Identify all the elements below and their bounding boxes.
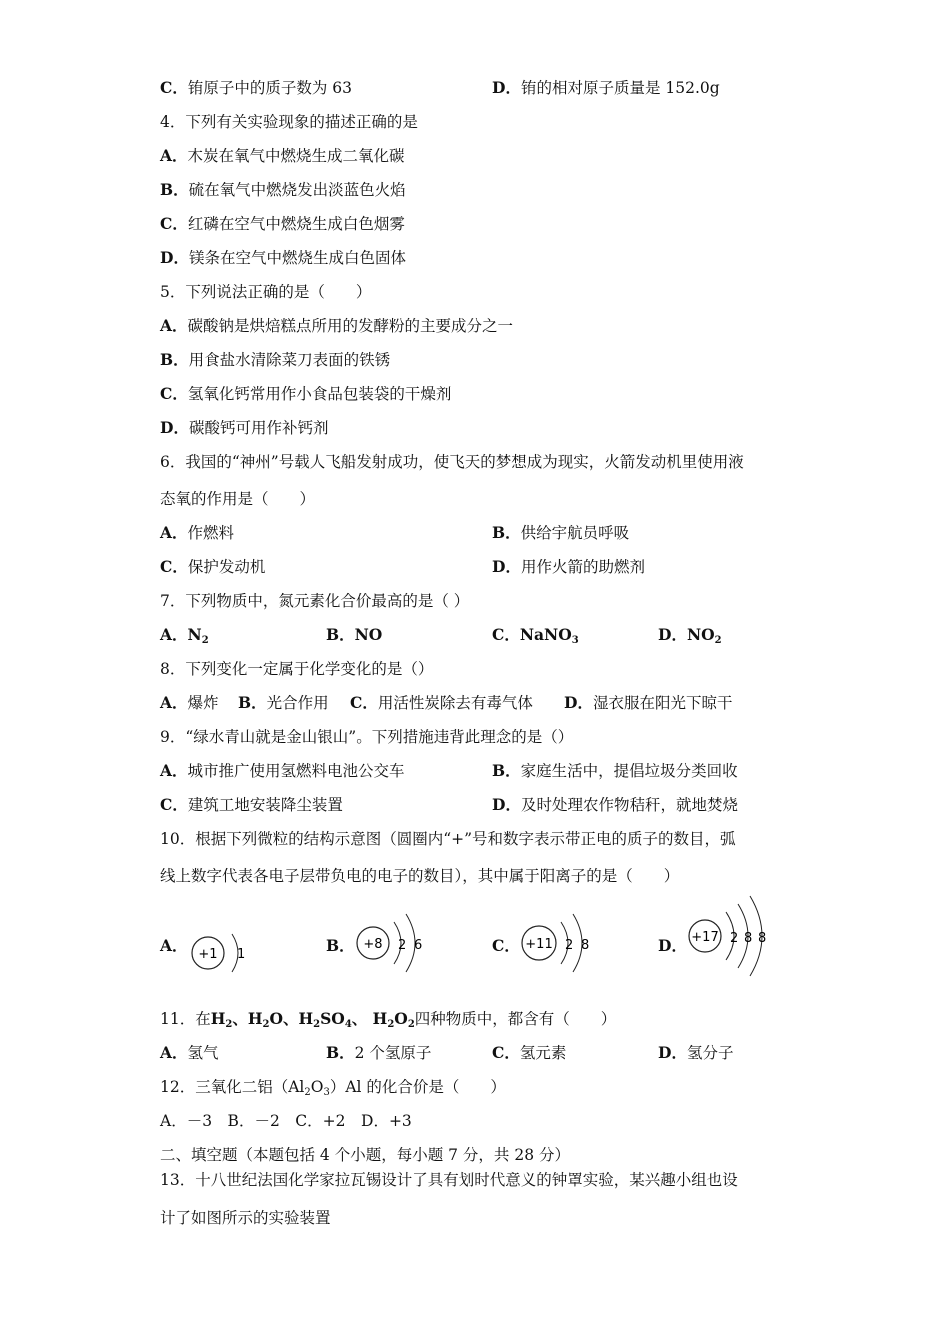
nucleus-charge: +8 [363,937,383,952]
shell-electron-count: 1 [237,947,246,962]
q4-option-d: D．镁条在空气中燃烧生成白色固体 [160,248,406,267]
q12-stem: 12．三氧化二铝$(Al_2O_3)Al$ 的化合价是（ ） [160,1078,506,1098]
q11-stem: 11．在$H_2$、$H_2O$、$H_2SO_4$、 $H_2O_2$四种物质中，都含有（ ） [160,1009,617,1030]
q13-stem-line2: 计了如图所示的实验装置 [160,1209,331,1227]
nucleus-charge: +1 [198,947,218,962]
q5-stem: 5．下列说法正确的是（ ） [160,283,372,301]
q11-option-a: A．氢气 [160,1043,219,1062]
q5-option-c: C．氢氧化钙常用作小食品包装袋的干燥剂 [160,384,452,403]
q10-option-a-letter: A． [160,936,188,955]
q10-option-c-letter: C． [492,936,520,955]
q4-option-b: B．硫在氧气中燃烧发出淡蓝色火焰 [160,180,406,199]
q4-option-a: A．木炭在氧气中燃烧生成二氧化碳 [160,146,405,165]
q10-atom-diagram-b [354,912,444,976]
q11-option-d: D．氢分子 [658,1043,734,1062]
q7-option-d: D．$NO_2$ [658,625,722,646]
q8-option-c: C．用活性炭除去有毒气体 [350,693,533,712]
q8-option-b: B．光合作用 [238,693,329,712]
q10-option-d-letter: D． [658,936,687,955]
q10-option-b-letter: B． [326,936,355,955]
q8-option-d: D．湿衣服在阳光下晾干 [564,693,733,712]
shell-electron-count: 2 [730,931,739,946]
q4-stem: 4．下列有关实验现象的描述正确的是 [160,113,418,131]
q8-option-a: A．爆炸 [160,693,219,712]
q11-option-b: B．2 个氢原子 [326,1043,432,1062]
shell-electron-count: 6 [414,938,423,953]
q11-formulas: $H_2$、$H_2O$、$H_2SO_4$、 $H_2O_2$ [210,1009,415,1030]
shell-electron-count: 2 [565,938,574,953]
q11-option-c: C．氢元素 [492,1043,567,1062]
q7-option-a: A．$N_2$ [160,625,209,646]
q9-option-d: D．及时处理农作物秸秆，就地焚烧 [492,795,738,814]
q7-option-b: B．NO [326,625,383,644]
q12-options: A．－3 B．－2 C．+2 D．+3 [160,1112,412,1130]
section-heading-fill-in: 二、填空题（本题包括 4 个小题，每小题 7 分，共 28 分） [160,1146,571,1164]
q10-atom-diagram-c [519,912,609,976]
q4-option-c: C．红磷在空气中燃烧生成白色烟雾 [160,214,405,233]
q3-option-c: C．铕原子中的质子数为 63 [160,78,352,97]
q9-option-b: B．家庭生活中，提倡垃圾分类回收 [492,761,738,780]
shell-electron-count: 8 [758,931,767,946]
q8-stem: 8．下列变化一定属于化学变化的是（） [160,660,434,678]
shell-electron-count: 8 [581,938,590,953]
q9-option-c: C．建筑工地安装降尘装置 [160,795,343,814]
q13-stem-line1: 13．十八世纪法国化学家拉瓦锡设计了具有划时代意义的钟罩实验，某兴趣小组也设 [160,1171,738,1189]
q6-stem-line2: 态氧的作用是（ ） [160,490,316,508]
q3-option-d: D．铕的相对原子质量是 152.0g [492,78,720,97]
q5-option-b: B．用食盐水清除菜刀表面的铁锈 [160,350,391,369]
q6-option-a: A．作燃料 [160,523,235,542]
q6-stem-line1: 6．我国的“神州”号载人飞船发射成功，使飞天的梦想成为现实，火箭发动机里使用液 [160,453,744,471]
q10-stem-line1: 10．根据下列微粒的结构示意图（圆圈内“+”号和数字表示带正电的质子的数目，弧 [160,830,736,848]
q6-option-c: C．保护发动机 [160,557,266,576]
nucleus-charge: +11 [525,937,553,952]
shell-electron-count: 8 [744,931,753,946]
q6-option-b: B．供给宇航员呼吸 [492,523,630,542]
nucleus-charge: +17 [691,930,719,945]
q5-option-d: D．碳酸钙可用作补钙剂 [160,418,329,437]
q10-stem-line2: 线上数字代表各电子层带负电的电子的数目），其中属于阳离子的是（ ） [160,867,680,885]
q7-stem: 7．下列物质中，氮元素化合价最高的是（ ） [160,592,470,610]
q7-option-c: C．NaNO$_3$ [492,625,579,646]
q10-atom-diagram-a [188,922,258,982]
shell-electron-count: 2 [398,938,407,953]
q10-atom-diagram-d [686,896,786,980]
q9-option-a: A．城市推广使用氢燃料电池公交车 [160,761,405,780]
q6-option-d: D．用作火箭的助燃剂 [492,557,645,576]
q5-option-a: A．碳酸钠是烘焙糕点所用的发酵粉的主要成分之一 [160,316,514,335]
q9-stem: 9．“绿水青山就是金山银山”。下列措施违背此理念的是（） [160,728,574,746]
